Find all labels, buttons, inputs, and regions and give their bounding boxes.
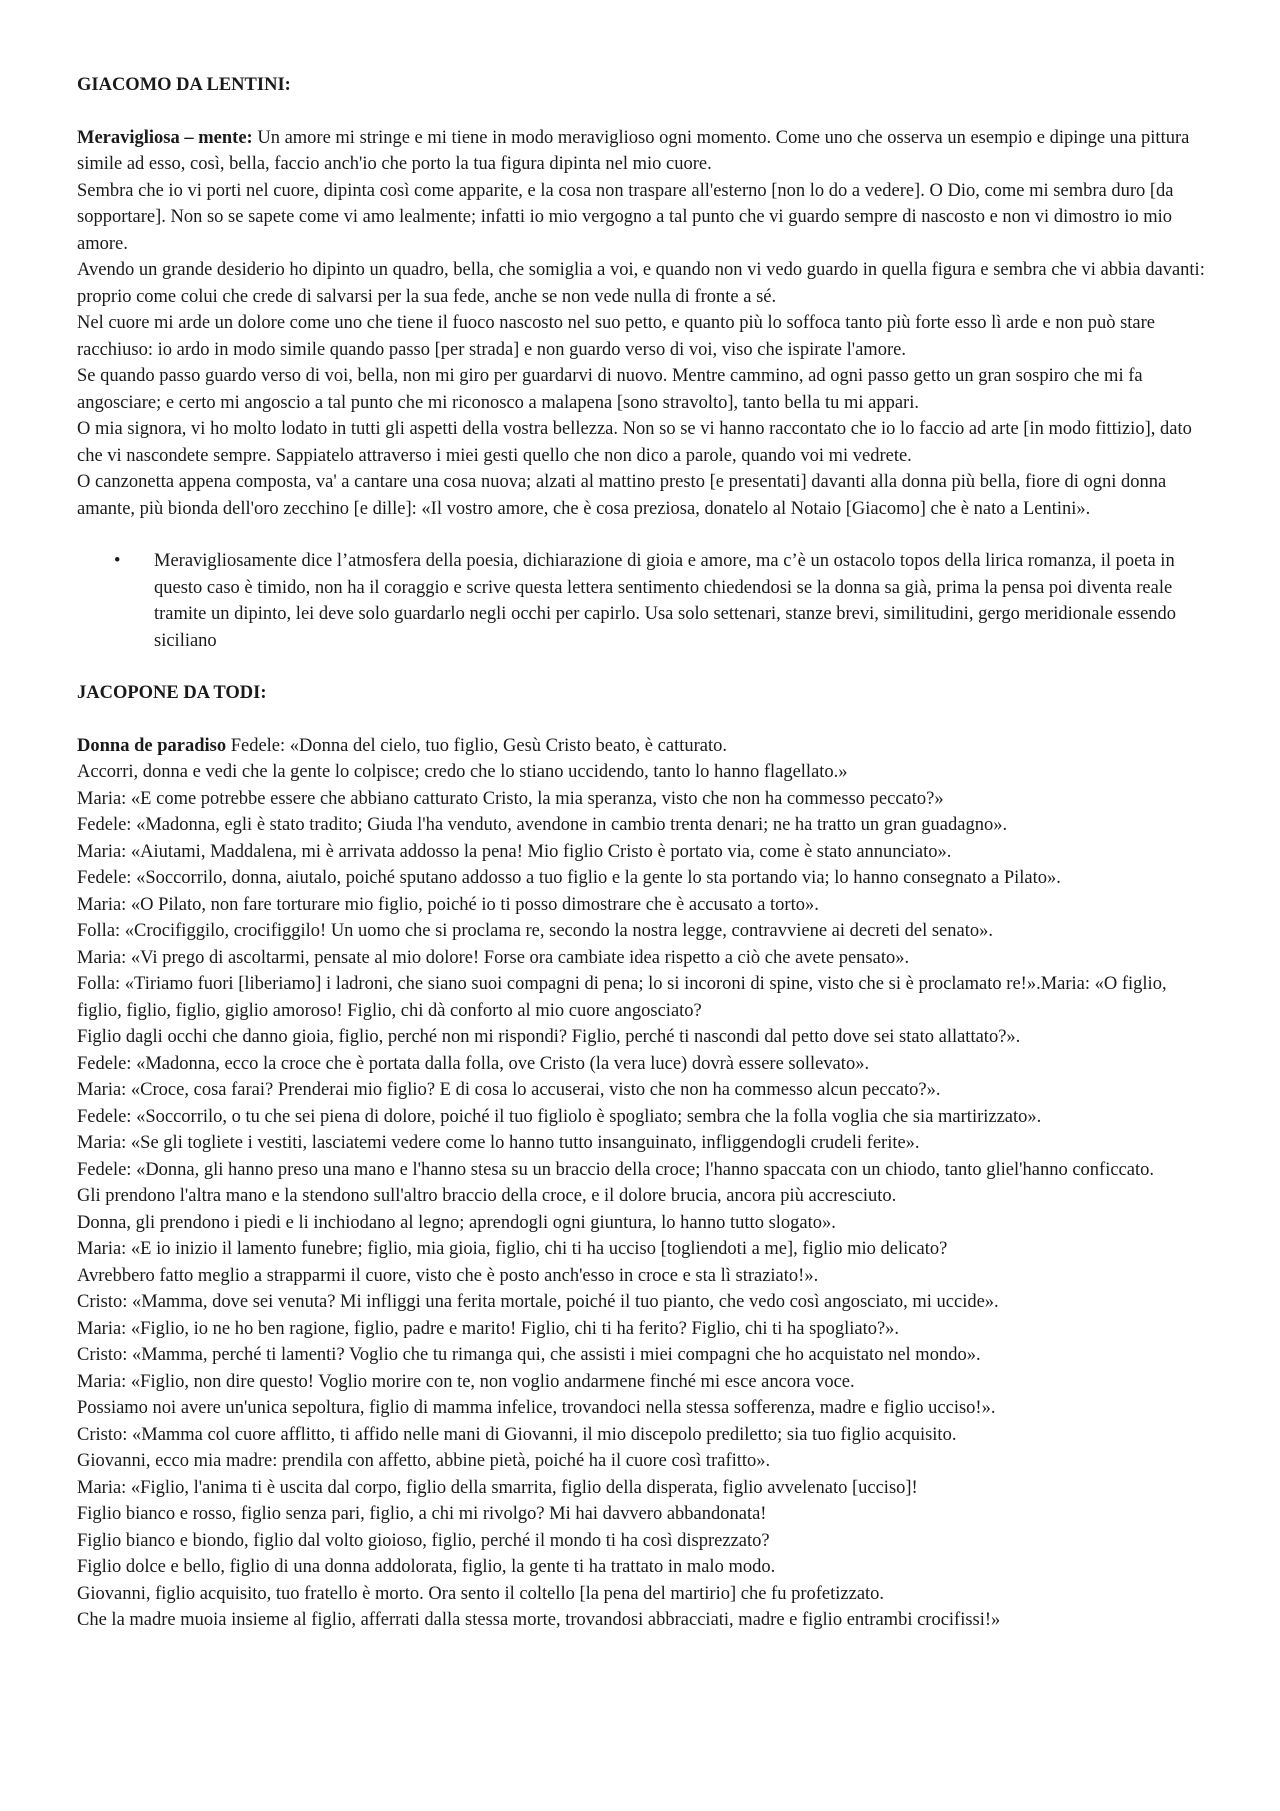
verse-line: Che la madre muoia insieme al figlio, afferrati dalla stessa morte, trovandosi abbracciati, madre e figlio entrambi crocifissi!»	[77, 1610, 1001, 1630]
paragraph: Nel cuore mi arde un dolore come uno che tiene il fuoco nascosto nel suo petto, e quanto più lo soffoca tanto più forte esso lì arde e non può stare racchiuso: io ardo in modo simile quando passo [per strada] e non guardo verso di voi, viso che ispirate l'amore.	[77, 313, 1155, 360]
verse-line: Cristo: «Mamma, dove sei venuta? Mi infliggi una ferita mortale, poiché il tuo pianto, che vedo così angosciato, mi uccide».	[77, 1292, 999, 1312]
spacer	[77, 654, 1211, 680]
verse-line: Maria: «Se gli togliete i vestiti, lasciatemi vedere come lo hanno tutto insanguinato, infliggendogli crudeli ferite».	[77, 1133, 920, 1153]
paragraph: Avendo un grande desiderio ho dipinto un quadro, bella, che somiglia a voi, e quando non vi vedo guardo in quella figura e sembra che vi abbia davanti: proprio come colui che crede di salvarsi per la sua fede, anche se non vede nulla di fronte a sé.	[77, 260, 1205, 307]
verse-line: Maria: «Figlio, io ne ho ben ragione, figlio, padre e marito! Figlio, chi ti ha ferito? Figlio, chi ti ha spogliato?».	[77, 1318, 900, 1339]
paragraph	[77, 125, 1211, 178]
verse-line: Figlio bianco e rosso, figlio senza pari, figlio, a chi mi rivolgo? Mi hai davvero abbandonata!	[77, 1504, 767, 1524]
verse-line: Maria: «Aiutami, Maddalena, mi è arrivata addosso la pena! Mio figlio Cristo è portato via, come è stato annunciato».	[77, 841, 952, 862]
verse-line: Figlio dagli occhi che danno gioia, figlio, perché non mi rispondi? Figlio, perché ti nascondi dal petto dove sei stato allattato?».	[77, 1027, 1021, 1047]
verse-line: Cristo: «Mamma col cuore afflitto, ti affido nelle mani di Giovanni, il mio discepolo prediletto; sia tuo figlio acquisito.	[77, 1424, 957, 1445]
verse-line: Giovanni, figlio acquisito, tuo fratello è morto. Ora sento il coltello [la pena del martirio] che fu profetizzato.	[77, 1583, 885, 1604]
document-page	[77, 72, 1211, 1634]
verse-line: Giovanni, ecco mia madre: prendila con affetto, abbine pietà, poiché ha il cuore così trafitto».	[77, 1451, 771, 1471]
verse-lines	[77, 759, 1211, 1634]
verse-line: Maria: «Figlio, l'anima ti è uscita dal corpo, figlio della smarrita, figlio della disperata, figlio avvelenato [ucciso]!	[77, 1477, 918, 1498]
verse-line: Fedele: «Donna, gli hanno preso una mano e l'hanno stesa su un braccio della croce; l'hanno spaccata con un chiodo, tanto gliel'hanno conficcato.	[77, 1159, 1154, 1180]
verse-line: Fedele: «Madonna, ecco la croce che è portata dalla folla, ove Cristo (la vera luce) dovrà essere sollevato».	[77, 1053, 870, 1074]
verse-line: Gli prendono l'altra mano e la stendono sull'altro braccio della croce, e il dolore brucia, ancora più accresciuto.	[77, 1186, 897, 1206]
verse-line: Figlio dolce e bello, figlio di una donna addolorata, figlio, la gente ti ha trattato in malo modo.	[77, 1557, 776, 1577]
verse-line	[77, 733, 1211, 760]
bullet-item	[77, 548, 1211, 654]
verse-line: Maria: «E io inizio il lamento funebre; figlio, mia gioia, figlio, chi ti ha ucciso [togliendoti a me], figlio mio delicato?	[77, 1239, 948, 1259]
verse-line: Cristo: «Mamma, perché ti lamenti? Voglio che tu rimanga qui, che assisti i miei compagni che ho acquistato nel mondo».	[77, 1345, 981, 1365]
verse-line: Maria: «Vi prego di ascoltarmi, pensate al mio dolore! Forse ora cambiate idea rispetto a ciò che avete pensato».	[77, 947, 910, 968]
spacer	[77, 522, 1211, 548]
section-heading-jacopone: JACOPONE DA TODI:	[77, 683, 267, 703]
verse-line: Folla: «Crocifiggilo, crocifiggilo! Un uomo che si proclama re, secondo la nostra legge, contravviene ai decreti del senato».	[77, 921, 993, 941]
bullet-icon: •	[114, 551, 121, 571]
verse-line: Donna, gli prendono i piedi e li inchiodano al legno; aprendogli ogni giuntura, lo hanno tutto slogato».	[77, 1212, 836, 1233]
poem-title-donna-de-paradiso: Donna de paradiso	[77, 735, 227, 756]
paragraph: Sembra che io vi porti nel cuore, dipinta così come apparite, e la cosa non traspare all'esterno [non lo do a vedere]. O Dio, come mi sembra duro [da sopportare]. Non so se sapete come vi amo lealmente; infatti io mio vergogno a tal punto che vi guardo sempre di nascosto e non vi dimostro io mio amore.	[77, 180, 1174, 254]
paragraph-text: Un amore mi stringe e mi tiene in modo meraviglioso ogni momento. Come uno che osserva un esempio e dipinge una pittura simile ad esso, così, bella, faccio anch'io che porto la tua figura dipinta nel mio cuore.	[77, 127, 1190, 174]
verse-line: Accorri, donna e vedi che la gente lo colpisce; credo che lo stiano uccidendo, tanto lo hanno flagellato.»	[77, 762, 848, 782]
verse-line: Maria: «Croce, cosa farai? Prenderai mio figlio? E di cosa lo accuserai, visto che non ha commesso alcun peccato?».	[77, 1080, 941, 1100]
spacer	[77, 99, 1211, 125]
verse-line: Figlio bianco e biondo, figlio dal volto gioioso, figlio, perché il mondo ti ha così disprezzato?	[77, 1530, 770, 1551]
verse-line: Maria: «O Pilato, non fare torturare mio figlio, poiché io ti posso dimostrare che è accusato a torto».	[77, 894, 819, 915]
spacer	[77, 707, 1211, 733]
verse-text: Fedele: «Donna del cielo, tuo figlio, Gesù Cristo beato, è catturato.	[226, 735, 727, 756]
verse-line: Avrebbero fatto meglio a strapparmi il cuore, visto che è posto anch'esso in croce e sta lì straziato!».	[77, 1265, 819, 1286]
verse-line: Maria: «E come potrebbe essere che abbiano catturato Cristo, la mia speranza, visto che non ha commesso peccato?»	[77, 788, 944, 809]
paragraph: Se quando passo guardo verso di voi, bella, non mi giro per guardarvi di nuovo. Mentre cammino, ad ogni passo getto un gran sospiro che mi fa angosciare; e certo mi angoscio a tal punto che mi riconosco a malapena [sono stravolto], tanto bella tu mi appari.	[77, 366, 1143, 413]
bullet-text: Meravigliosamente dice l’atmosfera della poesia, dichiarazione di gioia e amore, ma c’è un ostacolo topos della lirica romanza, il poeta in questo caso è timido, non ha il coraggio e scrive questa lettera sentimento chiedendosi se la donna sa già, prima la pensa poi diventa reale tramite un dipinto, lei deve solo guardarlo negli occhi per capirlo. Usa solo settenari, stanze brevi, similitudini, gergo meridionale essendo siciliano	[154, 551, 1177, 651]
verse-line: Folla: «Tiriamo fuori [liberiamo] i ladroni, che siano suoi compagni di pena; lo si incoroni di spine, visto che si è proclamato re!».Maria: «O figlio, figlio, figlio, figlio, giglio amoroso! Figlio, chi dà conforto al mio cuore angosciato?	[77, 974, 1167, 1021]
verse-line: Maria: «Figlio, non dire questo! Voglio morire con te, non voglio andarmene finché mi esce ancora voce.	[77, 1371, 855, 1392]
paragraph: O mia signora, vi ho molto lodato in tutti gli aspetti della vostra bellezza. Non so se vi hanno raccontato che io lo faccio ad arte [in modo fittizio], dato che vi nascondete sempre. Sappiatelo attraverso i miei gesti quello che non dico a parole, quando voi mi vedrete.	[77, 419, 1192, 466]
poem-title-meravigliosa: Meravigliosa – mente:	[77, 127, 253, 148]
paragraph: O canzonetta appena composta, va' a cantare una cosa nuova; alzati al mattino presto [e presentati] davanti alla donna più bella, fiore di ogni donna amante, più bionda dell'oro zecchino [e dille]: «Il vostro amore, che è cosa preziosa, donatelo al Notaio [Giacomo] che è nato a Lentini».	[77, 472, 1167, 519]
verse-line: Fedele: «Madonna, egli è stato tradito; Giuda l'ha venduto, avendone in cambio trenta denari; ne ha tratto un gran guadagno».	[77, 815, 1008, 835]
section-heading-giacomo: GIACOMO DA LENTINI:	[77, 75, 291, 95]
verse-line: Fedele: «Soccorrilo, o tu che sei piena di dolore, poiché il tuo figliolo è spogliato; sembra che la folla voglia che sia martirizzato».	[77, 1106, 1042, 1127]
verse-line: Fedele: «Soccorrilo, donna, aiutalo, poiché sputano addosso a tuo figlio e la gente lo sta portando via; lo hanno consegnato a Pilato».	[77, 868, 1061, 888]
verse-line: Possiamo noi avere un'unica sepoltura, figlio di mamma infelice, trovandoci nella stessa sofferenza, madre e figlio ucciso!».	[77, 1398, 996, 1418]
